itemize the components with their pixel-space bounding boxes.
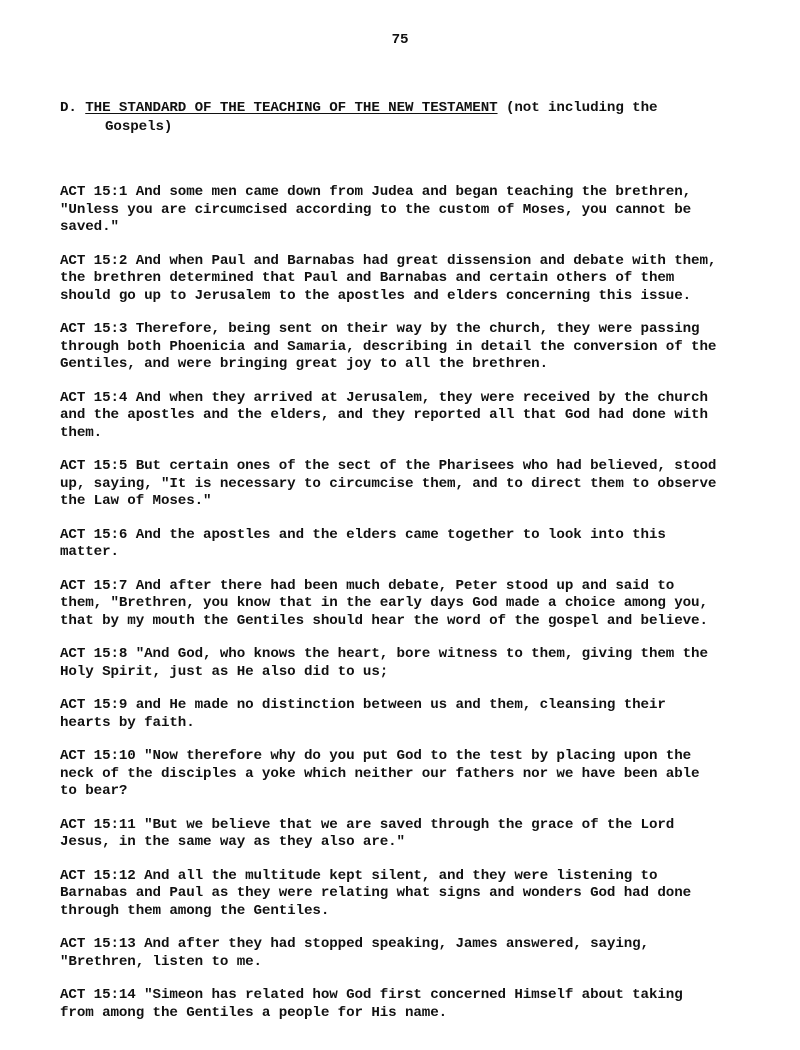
- verse-act-15-13: ACT 15:13 And after they had stopped speaking, James answered, saying, "Brethren, listen to me.: [60, 936, 649, 970]
- verse-list: [60, 184, 760, 1038]
- verse-act-15-12: ACT 15:12 And all the multitude kept silent, and they were listening to Barnabas and Paul as they were relating what signs and wonders God had done through them among the Gentiles.: [60, 867, 692, 919]
- section-note-continued: Gospels): [105, 119, 173, 135]
- verse-act-15-3: ACT 15:3 Therefore, being sent on their way by the church, they were passing through both Phoenicia and Samaria, describing in detail the conversion of the Gentiles, and were bringing great joy to all the brethren.: [60, 321, 717, 372]
- section-note: (not including the: [505, 100, 658, 116]
- verse-act-15-14: ACT 15:14 "Simeon has related how God first concerned Himself about taking from among the Gentiles a people for His name.: [60, 987, 683, 1021]
- verse-act-15-5: ACT 15:5 But certain ones of the sect of the Pharisees who had believed, stood up, saying, "It is necessary to circumcise them, and to direct them to observe the Law of Moses.": [60, 458, 717, 509]
- verse-act-15-8: ACT 15:8 "And God, who knows the heart, bore witness to them, giving them the Holy Spirit, just as He also did to us;: [60, 646, 708, 680]
- verse-act-15-10: ACT 15:10 "Now therefore why do you put God to the test by placing upon the neck of the disciples a yoke which neither our fathers nor we have been able to bear?: [60, 748, 700, 799]
- section-heading: [60, 99, 760, 137]
- verse-act-15-2: ACT 15:2 And when Paul and Barnabas had great dissension and debate with them, the brethren determined that Paul and Barnabas and certain others of them should go up to Jerusalem to the apostles and elders concerning this issue.: [60, 252, 717, 304]
- verse-act-15-4: ACT 15:4 And when they arrived at Jerusalem, they were received by the church and the apostles and the elders, and they reported all that God had done with them.: [60, 389, 708, 441]
- verse-act-15-11: ACT 15:11 "But we believe that we are saved through the grace of the Lord Jesus, in the same way as they also are.": [60, 816, 675, 850]
- verse-act-15-1: ACT 15:1 And some men came down from Judea and began teaching the brethren, "Unless you are circumcised according to the custom of Moses, you cannot be saved.": [60, 184, 692, 235]
- page-number: 75: [391, 32, 409, 48]
- section-label: D.: [60, 100, 77, 116]
- verse-act-15-7: ACT 15:7 And after there had been much debate, Peter stood up and said to them, "Brethren, you know that in the early days God made a choice among you, that by my mouth the Gentiles should hear the word of the gospel and believe.: [60, 577, 708, 629]
- verse-act-15-9: ACT 15:9 and He made no distinction between us and them, cleansing their hearts by faith.: [60, 697, 666, 731]
- section-title: THE STANDARD OF THE TEACHING OF THE NEW TESTAMENT: [85, 100, 498, 116]
- verse-act-15-6: ACT 15:6 And the apostles and the elders came together to look into this matter.: [60, 526, 666, 560]
